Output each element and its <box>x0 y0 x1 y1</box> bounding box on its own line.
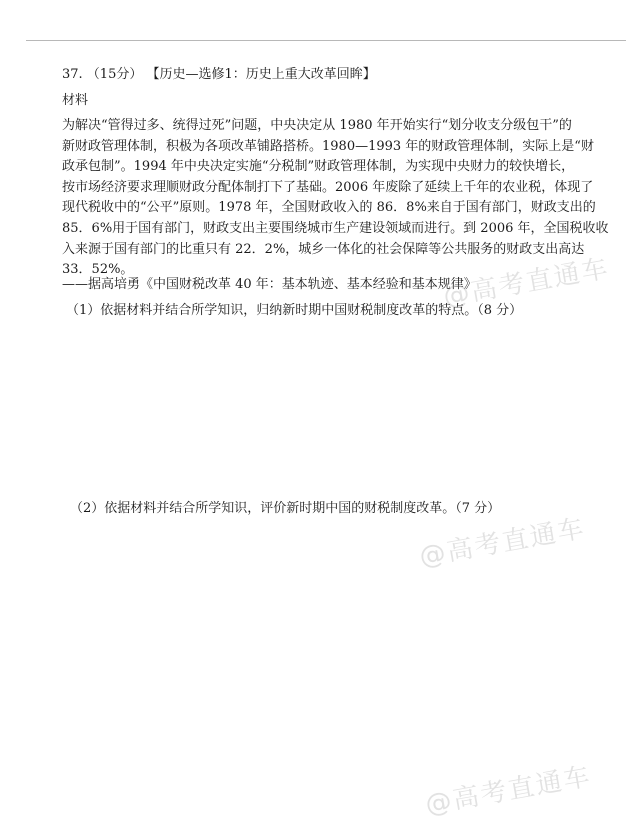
sub-question-1: （1）依据材料并结合所学知识，归纳新时期中国财税制度改革的特点。（8 分） <box>66 303 523 318</box>
passage-line: 政承包制”。1994 年中央决定实施“分税制”财政管理体制，为实现中央财力的较快增长， <box>62 159 575 175</box>
passage-line: 新财政管理体制，积极为各项改革铺路搭桥。1980—1993 年的财政管理体制，实际上是“财 <box>62 138 594 154</box>
watermark: @高考直通车 <box>423 761 594 821</box>
sub-question-2: （2）依据材料并结合所学知识，评价新时期中国的财税制度改革。（7 分） <box>70 501 501 516</box>
material-label: 材料 <box>62 93 89 108</box>
question-header <box>62 66 376 84</box>
passage-line: 入来源于国有部门的比重只有 22．2%，城乡一体化的社会保障等公共服务的财政支出高达 <box>62 241 585 257</box>
question-topic: 【历史—选修1：历史上重大改革回眸】 <box>146 67 376 82</box>
watermark: @高考直通车 <box>441 253 612 313</box>
passage-line: 按市场经济要求理顺财政分配体制打下了基础。2006 年废除了延续上千年的农业税，体现了 <box>62 179 594 195</box>
page-top-rule <box>26 40 626 41</box>
material-passage <box>62 116 614 281</box>
material-source: ——据高培勇《中国财税改革 40 年：基本轨迹、基本经验和基本规律》 <box>62 277 477 292</box>
passage-line: 85．6%用于国有部门，财政支出主要围绕城市生产建设领域而进行。到 2006 年，全国税收收 <box>62 220 609 236</box>
passage-line: 33．52%。 <box>62 262 134 278</box>
passage-line: 为解决“管得过多、统得过死”问题，中央决定从 1980 年开始实行“划分收支分级包干”的 <box>62 118 572 133</box>
passage-line: 现代税收中的“公平”原则。1978 年，全国财政收入的 86．8%来自于国有部门，财政支出的 <box>62 200 596 216</box>
question-number: 37. （15分） <box>62 67 143 82</box>
watermark: @高考直通车 <box>417 513 588 573</box>
